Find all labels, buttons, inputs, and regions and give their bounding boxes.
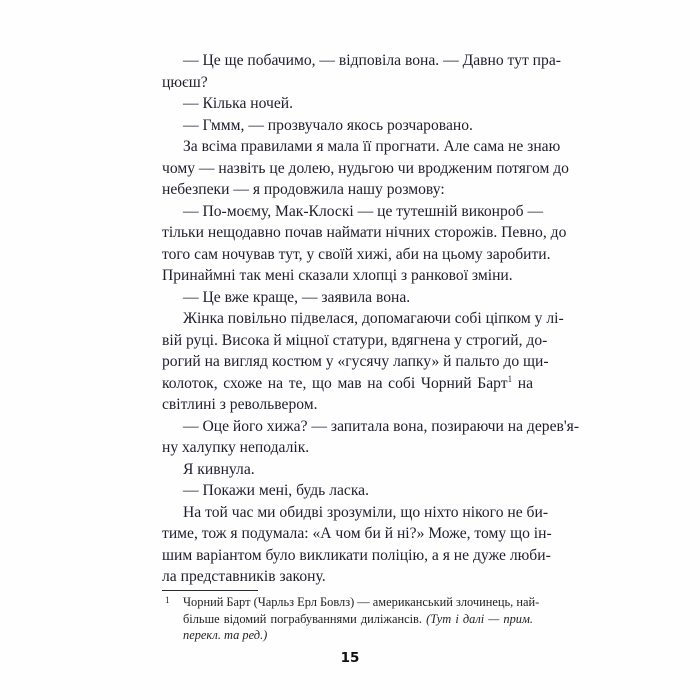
line-text: цюєш? xyxy=(162,73,208,91)
line-text: — По-моєму, Мак-Клоскі — це тутешній виконроб — xyxy=(183,202,544,220)
line-text: тільки нещодавно почав наймати нічних сторожів. Певно, до xyxy=(162,224,567,241)
footnote-line xyxy=(162,611,533,628)
text-line xyxy=(162,502,549,524)
footnote-line xyxy=(162,627,533,644)
text-line xyxy=(162,50,561,72)
line-text: — Це ще побачимо, — відповіла вона. — Давно тут пра- xyxy=(183,52,561,69)
line-text: тиме, тож я подумала: «А чом би й ні?» Може, тому що ін- xyxy=(162,525,552,542)
text-line xyxy=(162,93,533,115)
line-text: Принаймні так мені сказали хлопці з ранкової зміни. xyxy=(162,267,513,284)
text-line xyxy=(162,222,567,244)
line-text: — Оце його хижа? — запитала вона, позираючи на дерев'я- xyxy=(183,417,580,435)
line-text: шим варіантом було викликати поліцію, а я не дуже люби- xyxy=(162,546,551,564)
line-text: світлині з револьвером. xyxy=(162,396,318,413)
line-text: колоток, схоже на те, що мав на собі Чорний Барт xyxy=(162,374,508,392)
text-line xyxy=(162,394,533,416)
text-line xyxy=(162,330,548,352)
text-line xyxy=(162,523,552,545)
line-text: За всіма правилами я мала її прогнати. Але сама не знаю xyxy=(183,138,561,155)
line-text: — Гммм, — прозвучало якось розчаровано. xyxy=(183,116,473,134)
body-text xyxy=(162,50,580,588)
footnote-line: Чорний Барт (Чарльз Ерл Бовлз) — американський злочинець, най- xyxy=(183,595,540,609)
line-text: того сам ночував тут, у своїй хижі, аби на цьому заробити. xyxy=(162,245,551,263)
text-line xyxy=(162,373,533,395)
text-line xyxy=(162,136,561,158)
text-line xyxy=(162,179,533,201)
text-line xyxy=(162,265,533,287)
footnote-separator xyxy=(162,590,258,591)
text-line xyxy=(162,351,549,373)
text-line xyxy=(162,416,580,438)
line-text: чому — назвіть це долею, нудьгою чи вродженим потягом до xyxy=(162,159,569,177)
line-text: вій руці. Висока й міцної статури, вдягнена у строгий, до- xyxy=(162,331,548,349)
text-line xyxy=(162,437,533,459)
text-line xyxy=(162,566,533,588)
footnote-marker: 1 xyxy=(165,595,170,605)
line-text: — Кілька ночей. xyxy=(183,95,294,112)
text-line xyxy=(162,115,533,137)
text-line xyxy=(162,287,533,309)
text-line xyxy=(162,545,551,567)
line-text: Я кивнула. xyxy=(183,460,255,478)
footnote-text: більше відомий пограбуваннями диліжансів. xyxy=(183,611,427,626)
line-text: на xyxy=(512,374,534,392)
line-text: небезпеки — я продовжила нашу розмову: xyxy=(162,181,445,198)
line-text: — Це вже краще, — заявила вона. xyxy=(183,288,411,306)
line-text: ла представників закону. xyxy=(162,568,326,585)
page-number: 15 xyxy=(340,650,360,666)
text-line xyxy=(162,72,533,94)
text-line xyxy=(162,201,544,223)
text-line xyxy=(162,480,533,502)
text-line xyxy=(162,244,551,266)
line-text: рогий на вигляд костюм у «гусячу лапку» й пальто до щи- xyxy=(162,353,549,370)
line-text: — Покажи мені, будь ласка. xyxy=(183,482,369,499)
footnote-italic-note: перекл. та ред.) xyxy=(183,628,268,642)
line-text: Жінка повільно підвелася, допомагаючи собі ціпком у лі- xyxy=(183,310,564,327)
footnote-italic-note: (Тут і далі — прим. xyxy=(426,611,533,626)
line-text: ну халупку неподалік. xyxy=(162,439,310,456)
footnote xyxy=(162,594,540,644)
text-line xyxy=(162,308,564,330)
line-text: На той час ми обидві зрозуміли, що ніхто нікого не би- xyxy=(183,503,549,521)
text-line xyxy=(162,158,569,180)
footnote-reference[interactable]: 1 xyxy=(507,373,513,384)
text-line xyxy=(162,459,533,481)
